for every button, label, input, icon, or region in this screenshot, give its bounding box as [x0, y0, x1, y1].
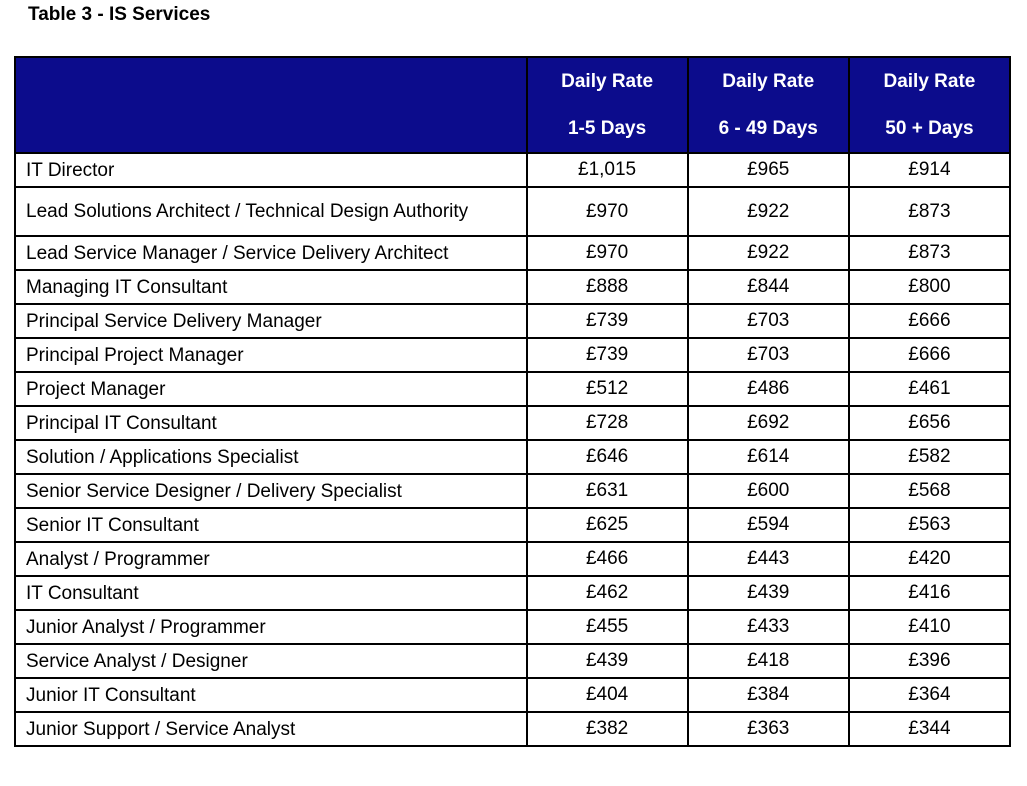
rate-50-plus-days-cell: £800: [849, 270, 1010, 304]
rate-50-plus-days-cell: £461: [849, 372, 1010, 406]
rate-6-49-days-cell: £486: [688, 372, 849, 406]
header-rate-6-49-days: [688, 57, 849, 153]
table-row: [15, 474, 1010, 508]
rate-1-5-days-cell: £970: [527, 187, 688, 236]
table-row: [15, 187, 1010, 236]
rate-50-plus-days-cell: £873: [849, 187, 1010, 236]
rate-6-49-days-cell: £844: [688, 270, 849, 304]
rate-6-49-days-cell: £433: [688, 610, 849, 644]
role-cell: Junior IT Consultant: [15, 678, 527, 712]
table-row: [15, 712, 1010, 746]
role-cell: Junior Support / Service Analyst: [15, 712, 527, 746]
role-cell: Managing IT Consultant: [15, 270, 527, 304]
rate-50-plus-days-cell: £568: [849, 474, 1010, 508]
rate-1-5-days-cell: £404: [527, 678, 688, 712]
rate-50-plus-days-cell: £416: [849, 576, 1010, 610]
rate-6-49-days-cell: £614: [688, 440, 849, 474]
rate-50-plus-days-cell: £666: [849, 338, 1010, 372]
rate-6-49-days-cell: £439: [688, 576, 849, 610]
is-services-rate-table: [14, 56, 1011, 747]
rate-50-plus-days-cell: £410: [849, 610, 1010, 644]
rate-1-5-days-cell: £512: [527, 372, 688, 406]
rate-50-plus-days-cell: £396: [849, 644, 1010, 678]
table-row: [15, 440, 1010, 474]
table-row: [15, 270, 1010, 304]
rate-6-49-days-cell: £692: [688, 406, 849, 440]
role-cell: IT Consultant: [15, 576, 527, 610]
table-row: [15, 153, 1010, 187]
role-cell: Senior Service Designer / Delivery Specialist: [15, 474, 527, 508]
rate-6-49-days-cell: £922: [688, 187, 849, 236]
header-rate-band: 6 - 49 Days: [718, 118, 818, 139]
header-rate-1-5-days: [527, 57, 688, 153]
table-caption: Table 3 - IS Services: [28, 4, 211, 25]
rate-1-5-days-cell: £382: [527, 712, 688, 746]
role-cell: Analyst / Programmer: [15, 542, 527, 576]
role-cell: Principal IT Consultant: [15, 406, 527, 440]
rate-1-5-days-cell: £888: [527, 270, 688, 304]
table-row: [15, 338, 1010, 372]
header-rate-label: Daily Rate: [722, 71, 815, 92]
rate-1-5-days-cell: £970: [527, 236, 688, 270]
role-cell: Principal Service Delivery Manager: [15, 304, 527, 338]
rate-50-plus-days-cell: £656: [849, 406, 1010, 440]
rate-6-49-days-cell: £418: [688, 644, 849, 678]
rate-50-plus-days-cell: £666: [849, 304, 1010, 338]
rate-6-49-days-cell: £384: [688, 678, 849, 712]
header-role-cell: [15, 57, 527, 153]
rate-50-plus-days-cell: £364: [849, 678, 1010, 712]
table-body: [15, 153, 1010, 746]
rate-50-plus-days-cell: £582: [849, 440, 1010, 474]
rate-1-5-days-cell: £646: [527, 440, 688, 474]
role-cell: Service Analyst / Designer: [15, 644, 527, 678]
table-row: [15, 372, 1010, 406]
rate-1-5-days-cell: £739: [527, 304, 688, 338]
table-row: [15, 610, 1010, 644]
rate-1-5-days-cell: £625: [527, 508, 688, 542]
table-row: [15, 236, 1010, 270]
role-cell: IT Director: [15, 153, 527, 187]
rate-1-5-days-cell: £739: [527, 338, 688, 372]
rate-1-5-days-cell: £455: [527, 610, 688, 644]
header-rate-band: 50 + Days: [885, 118, 974, 139]
table-row: [15, 406, 1010, 440]
rate-6-49-days-cell: £922: [688, 236, 849, 270]
rate-50-plus-days-cell: £344: [849, 712, 1010, 746]
rate-50-plus-days-cell: £420: [849, 542, 1010, 576]
rate-50-plus-days-cell: £563: [849, 508, 1010, 542]
header-rate-band: 1-5 Days: [567, 118, 647, 139]
rate-6-49-days-cell: £703: [688, 338, 849, 372]
rate-1-5-days-cell: £728: [527, 406, 688, 440]
role-cell: Project Manager: [15, 372, 527, 406]
rate-1-5-days-cell: £1,015: [527, 153, 688, 187]
role-cell: Lead Solutions Architect / Technical Design Authority: [15, 187, 527, 236]
rate-1-5-days-cell: £439: [527, 644, 688, 678]
table-header-row: [15, 57, 1010, 153]
rate-6-49-days-cell: £443: [688, 542, 849, 576]
rate-50-plus-days-cell: £873: [849, 236, 1010, 270]
table-row: [15, 576, 1010, 610]
role-cell: Senior IT Consultant: [15, 508, 527, 542]
rate-6-49-days-cell: £703: [688, 304, 849, 338]
role-cell: Junior Analyst / Programmer: [15, 610, 527, 644]
header-rate-label: Daily Rate: [883, 71, 976, 92]
table-row: [15, 304, 1010, 338]
table-row: [15, 678, 1010, 712]
role-cell: Principal Project Manager: [15, 338, 527, 372]
rate-6-49-days-cell: £363: [688, 712, 849, 746]
table-row: [15, 508, 1010, 542]
rate-1-5-days-cell: £462: [527, 576, 688, 610]
rate-1-5-days-cell: £631: [527, 474, 688, 508]
table-row: [15, 644, 1010, 678]
rate-6-49-days-cell: £965: [688, 153, 849, 187]
role-cell: Solution / Applications Specialist: [15, 440, 527, 474]
rate-6-49-days-cell: £600: [688, 474, 849, 508]
rate-6-49-days-cell: £594: [688, 508, 849, 542]
role-cell: Lead Service Manager / Service Delivery Architect: [15, 236, 527, 270]
table-row: [15, 542, 1010, 576]
header-rate-label: Daily Rate: [561, 71, 654, 92]
rate-1-5-days-cell: £466: [527, 542, 688, 576]
header-rate-50-plus-days: [849, 57, 1010, 153]
rate-50-plus-days-cell: £914: [849, 153, 1010, 187]
